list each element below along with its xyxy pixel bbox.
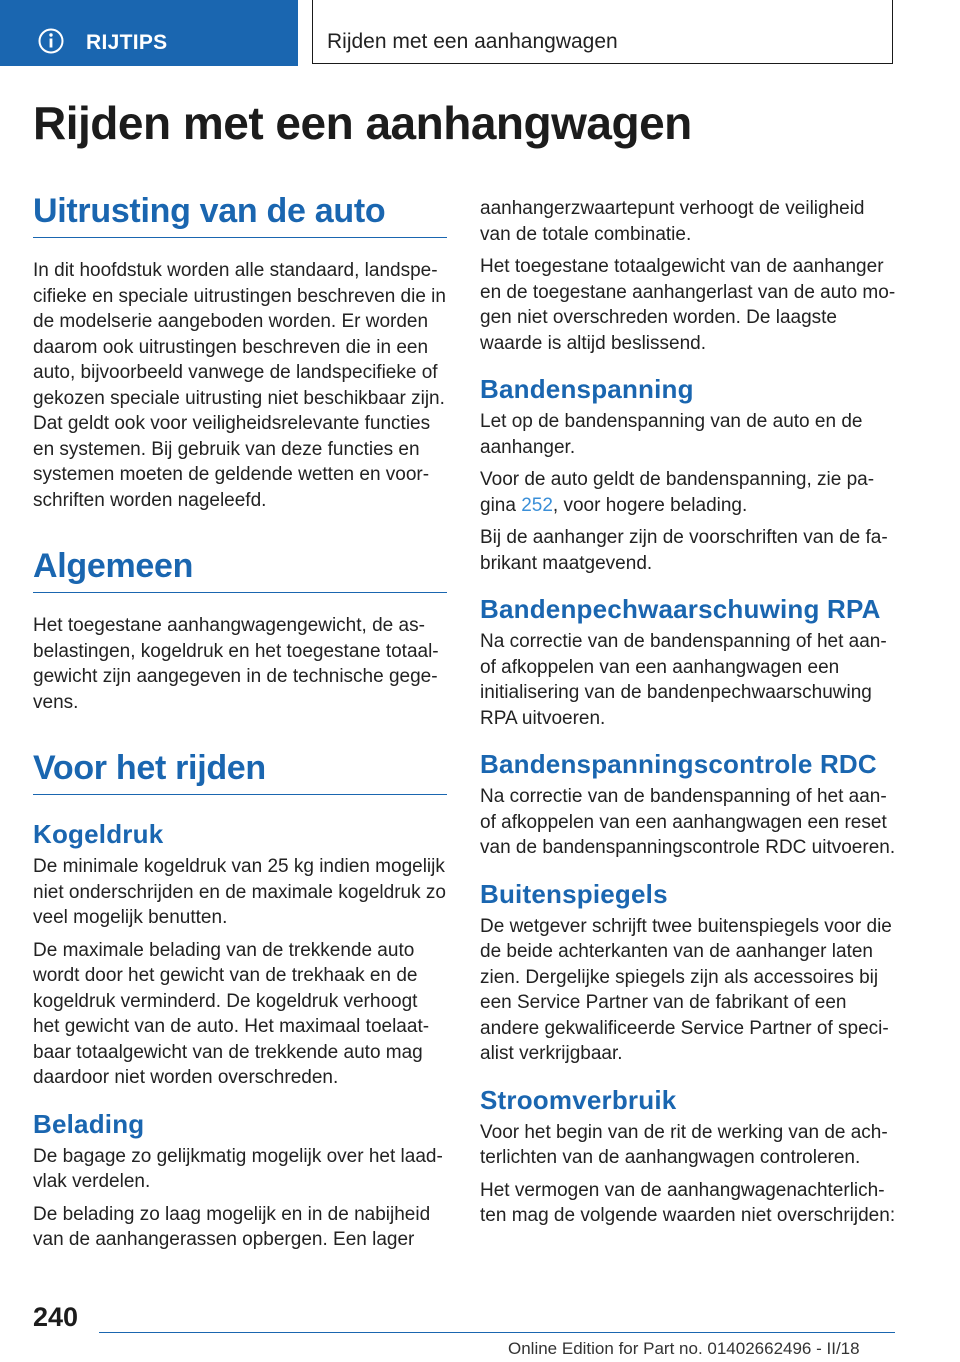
- paragraph-belading-2: De belading zo laag mogelijk en in de nabijheid van de aanhangerassen opbergen. Een lager: [33, 1203, 431, 1250]
- paragraph-totaalgewicht: Het toegestane totaalgewicht van de aanhanger en de toegestane aanhangerlast van de auto mogen niet overschreden worden. De laagste waarde is altijd beslissend.: [480, 256, 896, 354]
- paragraph-kogeldruk-2: De maximale belading van de trekkende auto wordt door het gewicht van de trekhaak en de kogeldruk verminderd. De kogeldruk verhoogt het gewicht van de auto. Het maximaal toelaatbaar totaalgewicht van de trekkende auto mag daardoor niet worden overschreden.: [33, 939, 430, 1088]
- left-column: [33, 192, 447, 1253]
- chapter-title: Rijden met een aanhangwagen: [327, 30, 618, 53]
- section-tab[interactable]: [0, 0, 298, 66]
- heading-rdc: Bandenspanningscontrole RDC: [480, 749, 877, 779]
- section-label: RIJTIPS: [86, 31, 168, 54]
- page-title: Rijden met een aanhangwagen: [33, 97, 692, 149]
- paragraph-rdc: Na correctie van de bandenspanning of het aan- of afkoppelen van een aanhangwagen een reset van de bandenspanningscontrole RDC uitvoeren.: [480, 786, 896, 858]
- page-reference-link[interactable]: 252: [521, 494, 553, 516]
- paragraph-uitrusting: In dit hoofdstuk worden alle standaard, landspecifieke en speciale uitrustingen beschreven die in de modelserie aangeboden worden. Er worden daarom ook uitrustingen beschreven die in een auto, bijvoorbeeld vanwege de landspecifieke of gekozen speciale uitrusting niet beschikbaar zijn. Dat geldt ook voor veiligheidsrelevante functies en systemen. Bij gebruik van deze functies en systemen moeten de geldende wetten en voorschriften worden nageleefd.: [33, 260, 446, 511]
- paragraph-continuation: aanhangerzwaartepunt verhoogt de veiligheid van de totale combinatie.: [480, 198, 865, 245]
- paragraph-kogeldruk-1: De minimale kogeldruk van 25 kg indien mogelijk niet onderschrijden en de maximale kogeldruk zo veel mogelijk benutten.: [33, 856, 446, 928]
- heading-voor-het-rijden: Voor het rijden: [33, 749, 447, 795]
- info-icon: [38, 28, 64, 54]
- heading-algemeen: Algemeen: [33, 547, 447, 593]
- text-fragment: Voor de auto geldt de bandenspanning, zie pagina: [480, 469, 875, 516]
- paragraph-bandenspanning-1: Let op de bandenspanning van de auto en de aanhanger.: [480, 411, 863, 458]
- chapter-header: [312, 0, 893, 64]
- paragraph-buitenspiegels: De wetgever schrijft twee buitenspiegels voor die de beide achterkanten van de aanhanger laten zien. Dergelijke spiegels zijn als accessoires bij een Service Partner van de fabrikant of een andere gekwalificeerde Service Partner of specialist verkrijgbaar.: [480, 915, 892, 1064]
- heading-buitenspiegels: Buitenspiegels: [480, 878, 668, 909]
- paragraph-algemeen: Het toegestane aanhangwagengewicht, de asbelastingen, kogeldruk en het toegestane totaalgewicht zijn aangegeven in de technische gegevens.: [33, 615, 439, 713]
- heading-kogeldruk: Kogeldruk: [33, 819, 164, 849]
- paragraph-bandenspanning-3: Bij de aanhanger zijn de voorschriften van de fabrikant maatgevend.: [480, 527, 888, 574]
- page-number: 240: [33, 1302, 79, 1332]
- right-column: [480, 196, 896, 1229]
- edition-note: Online Edition for Part no. 01402662496 - II/18: [508, 1339, 860, 1358]
- heading-rpa: Bandenpechwaarschuwing RPA: [480, 594, 881, 624]
- paragraph-bandenspanning-2: [480, 467, 896, 518]
- heading-stroomverbruik: Stroomverbruik: [480, 1084, 677, 1115]
- heading-belading: Belading: [33, 1108, 145, 1139]
- text-fragment: , voor hogere belading.: [552, 494, 748, 516]
- paragraph-stroomverbruik-1: Voor het begin van de rit de werking van de achterlichten van de aanhangwagen controleren.: [480, 1121, 888, 1168]
- heading-bandenspanning: Bandenspanning: [480, 374, 694, 404]
- paragraph-stroomverbruik-2: Het vermogen van de aanhangwagenachterlichten mag de volgende waarden niet overschrijden:: [480, 1179, 896, 1226]
- paragraph-rpa: Na correctie van de bandenspanning of het aan- of afkoppelen van een aanhangwagen een initialisering van de bandenpechwaarschuwing RPA uitvoeren.: [480, 631, 887, 729]
- footer-divider: [99, 1332, 895, 1333]
- paragraph-belading-1: De bagage zo gelijkmatig mogelijk over het laadvlak verdelen.: [33, 1145, 443, 1192]
- heading-uitrusting: Uitrusting van de auto: [33, 192, 447, 238]
